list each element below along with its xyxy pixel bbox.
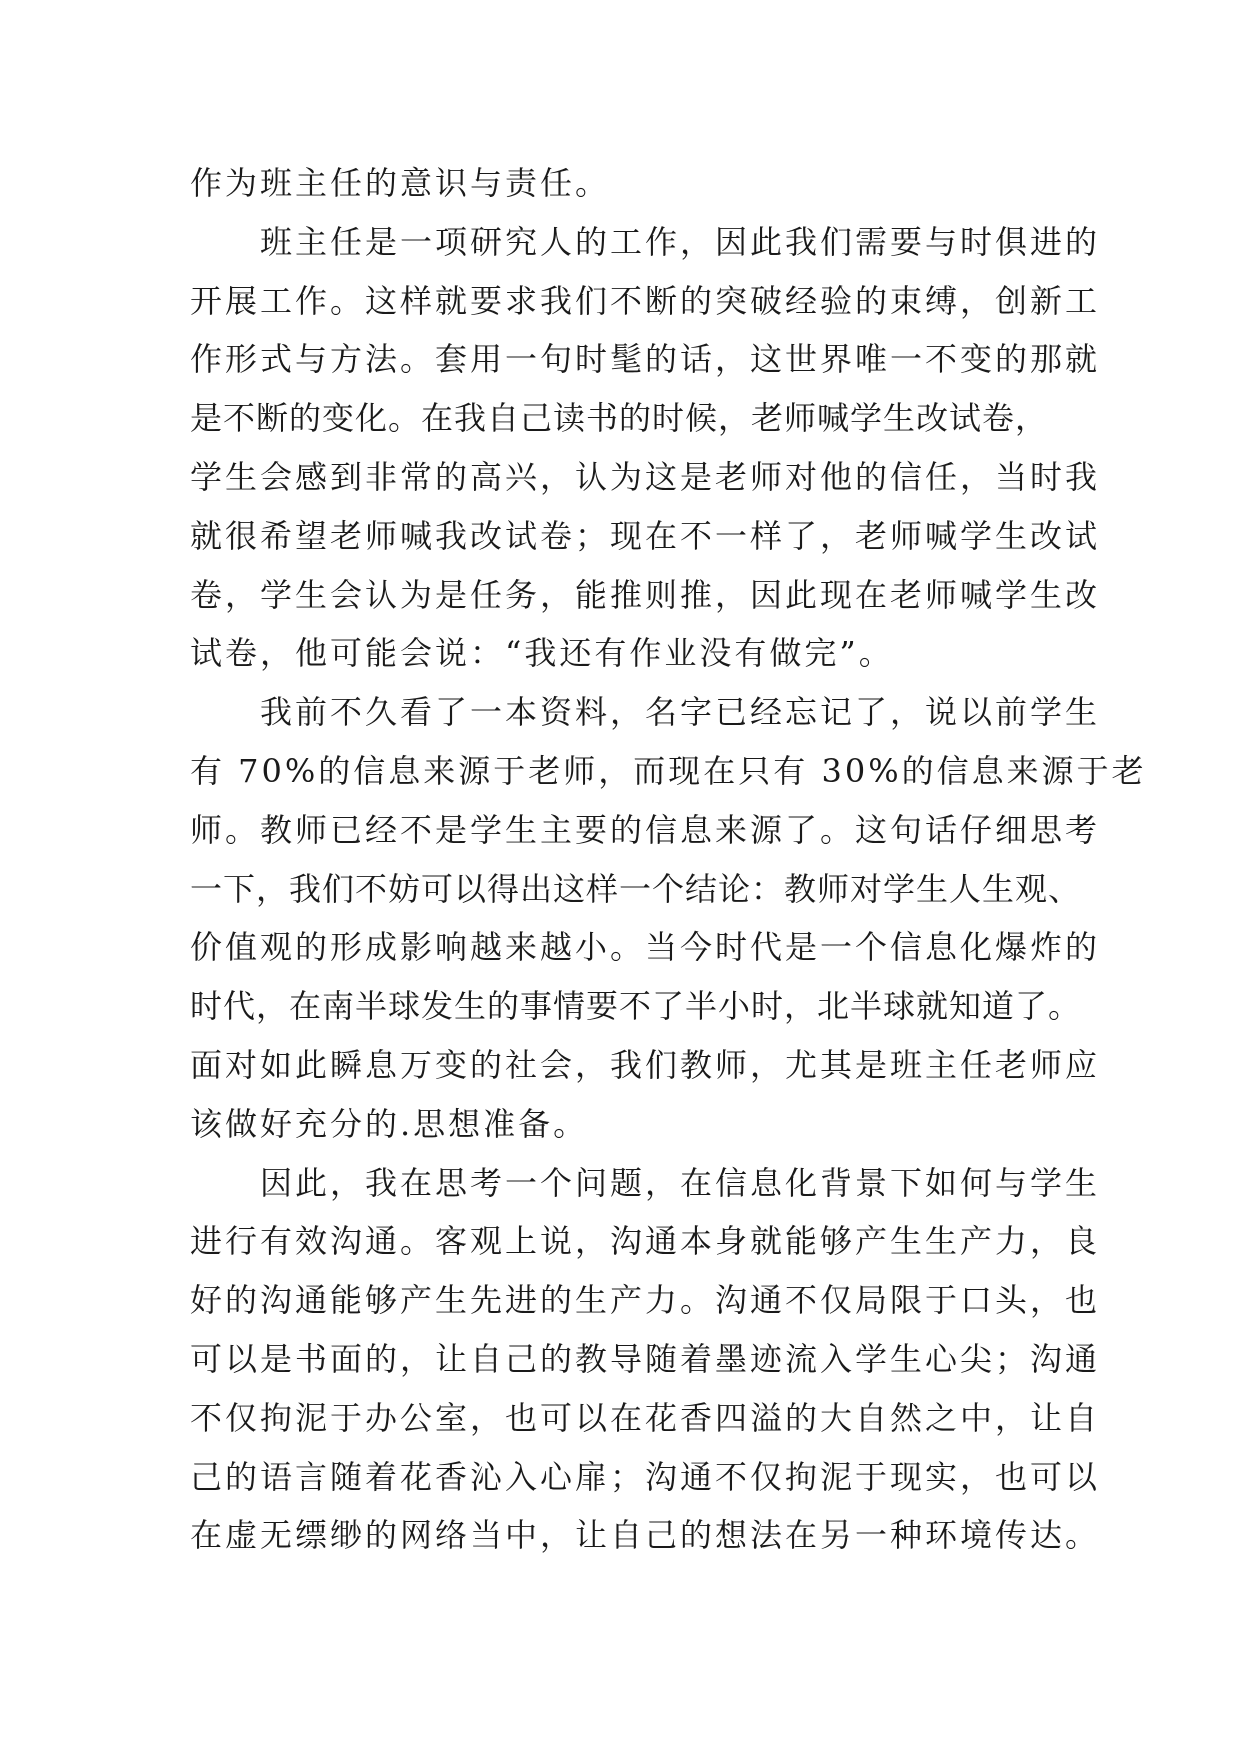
text-line: 面对如此瞬息万变的社会，我们教师，尤其是班主任老师应 <box>190 1045 1101 1084</box>
text-line: 己的语言随着花香沁入心扉；沟通不仅拘泥于现实，也可以 <box>190 1457 1101 1496</box>
paragraph-first-line: 我前不久看了一本资料，名字已经忘记了，说以前学生 <box>260 693 1101 732</box>
text-line: 开展工作。这样就要求我们不断的突破经验的束缚，创新工 <box>190 281 1101 320</box>
text-line: 好的沟通能够产生先进的生产力。沟通不仅局限于口头，也 <box>190 1281 1101 1320</box>
text-line: 作为班主任的意识与责任。 <box>190 164 611 202</box>
text-line: 该做好充分的.思想准备。 <box>190 1104 589 1143</box>
text-line: 学生会感到非常的高兴，认为这是老师对他的信任，当时我 <box>190 457 1101 496</box>
text-line: 是不断的变化。在我自己读书的时候，老师喊学生改试卷， <box>190 399 1049 438</box>
text-line: 师。教师已经不是学生主要的信息来源了。这句话仔细思考 <box>190 810 1101 849</box>
text-line: 一下，我们不妨可以得出这样一个结论：教师对学生人生观、 <box>190 869 1082 908</box>
paragraph-first-line: 因此，我在思考一个问题，在信息化背景下如何与学生 <box>260 1163 1101 1202</box>
text-line: 可以是书面的，让自己的教导随着墨迹流入学生心尖；沟通 <box>190 1339 1101 1378</box>
text-line: 卷，学生会认为是任务，能推则推，因此现在老师喊学生改 <box>190 575 1101 614</box>
document-body <box>190 154 1147 1565</box>
text-line: 进行有效沟通。客观上说，沟通本身就能够产生生产力，良 <box>190 1222 1101 1261</box>
text-line: 作形式与方法。套用一句时髦的话，这世界唯一不变的那就 <box>190 340 1101 379</box>
text-line: 价值观的形成影响越来越小。当今时代是一个信息化爆炸的 <box>190 928 1101 967</box>
paragraph-first-line: 班主任是一项研究人的工作，因此我们需要与时俱进的 <box>260 222 1101 261</box>
text-line: 时代，在南半球发生的事情要不了半小时，北半球就知道了。 <box>190 987 1082 1026</box>
text-line: 试卷，他可能会说：“我还有作业没有做完”。 <box>190 634 894 673</box>
text-line: 就很希望老师喊我改试卷；现在不一样了，老师喊学生改试 <box>190 516 1101 555</box>
text-line: 在虚无缥缈的网络当中，让自己的想法在另一种环境传达。 <box>190 1516 1101 1555</box>
text-line: 不仅拘泥于办公室，也可以在花香四溢的大自然之中，让自 <box>190 1398 1101 1437</box>
text-line: 有 70%的信息来源于老师，而现在只有 30%的信息来源于老 <box>190 751 1147 790</box>
